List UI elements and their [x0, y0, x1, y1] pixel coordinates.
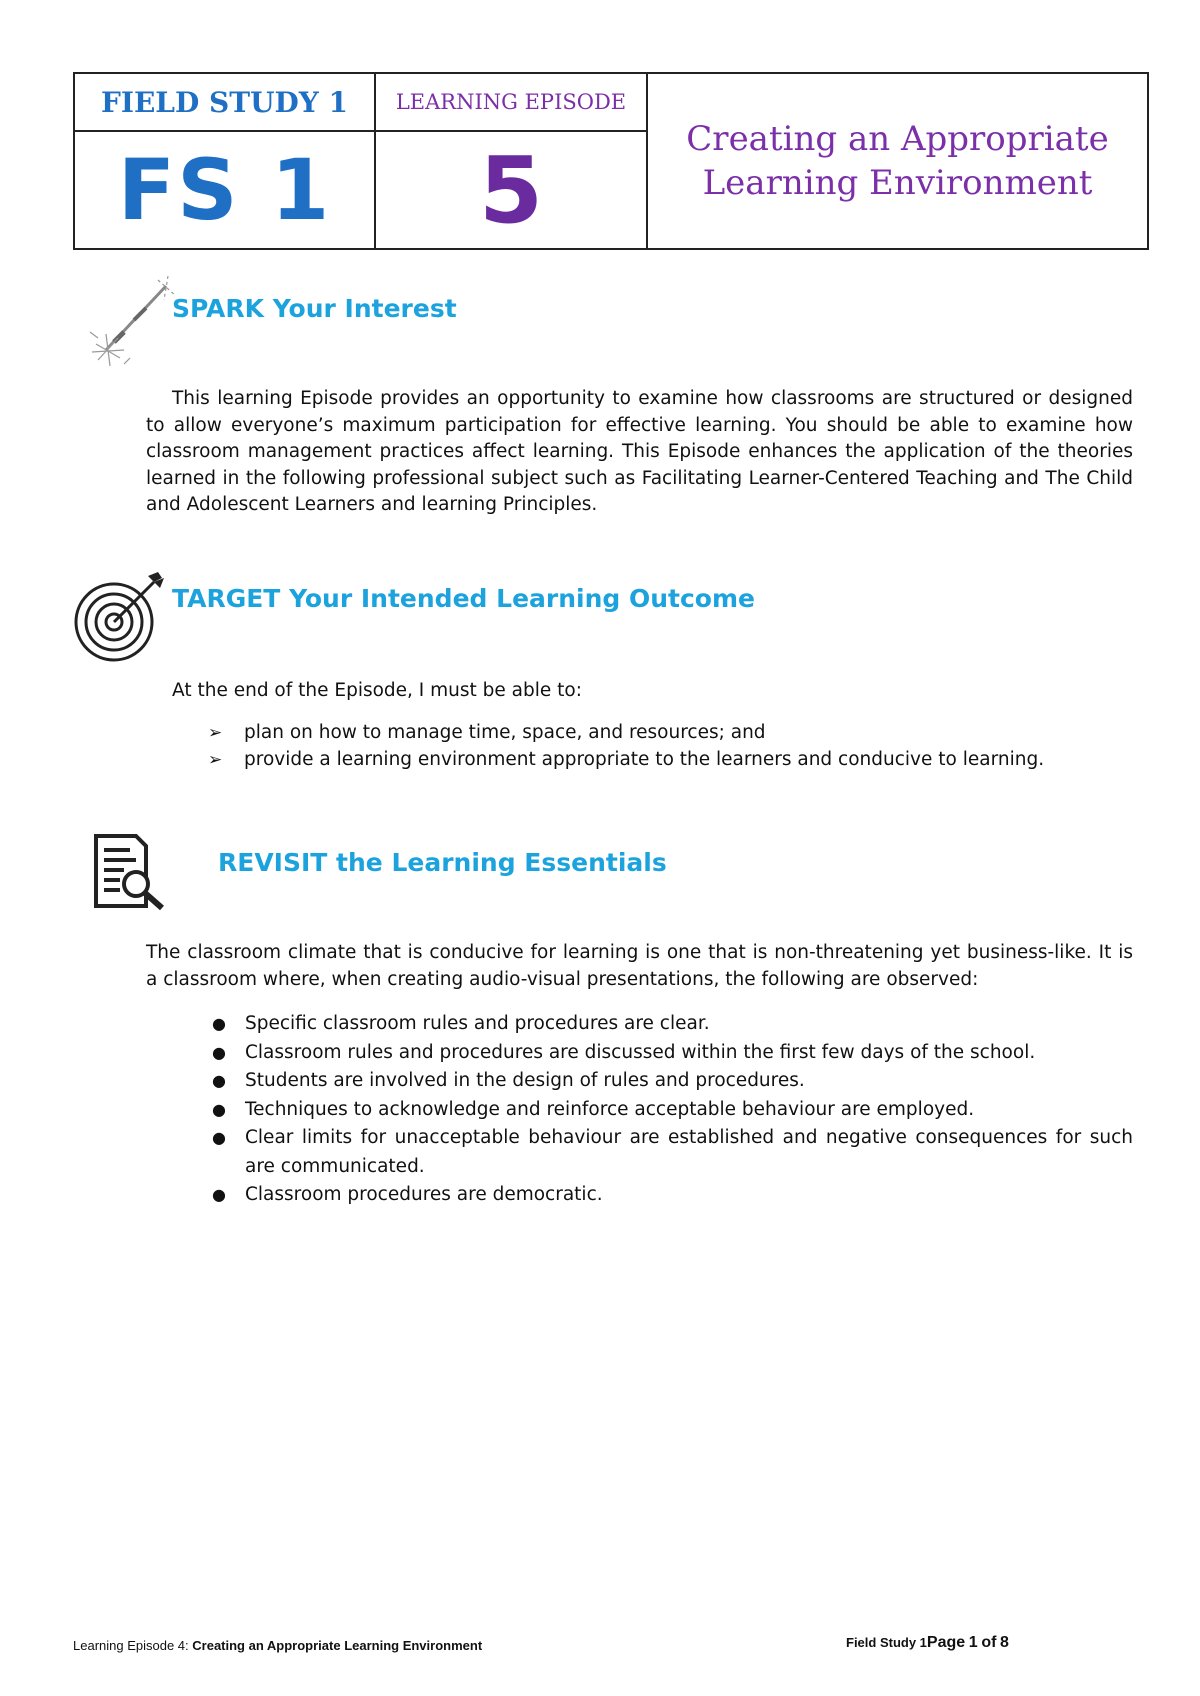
spark-heading: SPARK Your Interest: [172, 294, 457, 323]
footer-page-current: 1: [968, 1634, 978, 1651]
list-item: ➢ plan on how to manage time, space, and resources; and: [208, 720, 1108, 747]
field-study-label: FIELD STUDY 1: [75, 74, 376, 132]
target-icon: [72, 568, 168, 664]
target-list: [208, 720, 1108, 773]
arrow-bullet-icon: ➢: [208, 749, 223, 770]
list-item: ● Classroom procedures are democratic.: [207, 1181, 1133, 1210]
fs-code: FS 1: [75, 132, 376, 248]
learning-episode-label: LEARNING EPISODE: [376, 74, 648, 132]
footer-page-word: Page: [926, 1634, 966, 1651]
footer-of-word: of: [981, 1634, 997, 1651]
list-item: ● Classroom rules and procedures are discussed within the first few days of the school.: [207, 1039, 1133, 1068]
episode-title: [648, 74, 1147, 248]
arrow-bullet-icon: ➢: [208, 723, 223, 743]
header-table: [73, 72, 1149, 250]
revisit-paragraph: The classroom climate that is conducive for learning is one that is non-threatening yet business-like. It is a classroom where, when creating audio-visual presentations, the following are observed:: [146, 942, 1133, 990]
bullet-icon: ●: [212, 1014, 226, 1033]
spark-paragraph: This learning Episode provides an opportunity to examine how classrooms are structured or designed to allow everyone’s maximum participation for effective learning. You should be able to examine how classroom management practices affect learning. This Episode enhances the application of the theories learned in the following professional subject such as Facilitating Learner-Centered Teaching and The Child and Adolescent Learners and learning Principles.: [146, 388, 1133, 515]
document-search-icon: [90, 832, 170, 912]
bullet-icon: ●: [212, 1128, 226, 1147]
footer-title: Creating an Appropriate Learning Environment: [192, 1638, 483, 1653]
list-item: ➢ provide a learning environment appropriate to the learners and conducive to learning.: [208, 747, 1108, 774]
target-intro: At the end of the Episode, I must be able to:: [172, 680, 582, 701]
footer-page-total: 8: [1000, 1634, 1009, 1651]
footer-left: [73, 1638, 482, 1653]
title-line-1: Creating an Appropriate: [686, 119, 1109, 159]
list-item: ● Specific classroom rules and procedures are clear.: [207, 1010, 1133, 1039]
revisit-list: [207, 1010, 1133, 1210]
episode-number: 5: [376, 132, 648, 248]
revisit-heading: REVISIT the Learning Essentials: [218, 848, 667, 877]
footer-prefix: Learning Episode 4:: [73, 1638, 193, 1653]
bullet-icon: ●: [212, 1185, 226, 1204]
bullet-icon: ●: [212, 1099, 226, 1119]
list-item: ● Students are involved in the design of rules and procedures.: [207, 1067, 1133, 1096]
target-heading: TARGET Your Intended Learning Outcome: [172, 584, 755, 613]
list-item: ● Clear limits for unacceptable behaviour are established and negative consequences for such are communicated.: [207, 1124, 1133, 1181]
sparkler-icon: [84, 272, 184, 372]
bullet-icon: ●: [212, 1071, 226, 1090]
footer-field-study: Field Study 1: [846, 1635, 927, 1650]
footer-right: [846, 1634, 1009, 1652]
title-line-2: Learning Environment: [702, 163, 1093, 203]
bullet-icon: ●: [212, 1042, 226, 1062]
list-item: ● Techniques to acknowledge and reinforce acceptable behaviour are employed.: [207, 1096, 1133, 1125]
